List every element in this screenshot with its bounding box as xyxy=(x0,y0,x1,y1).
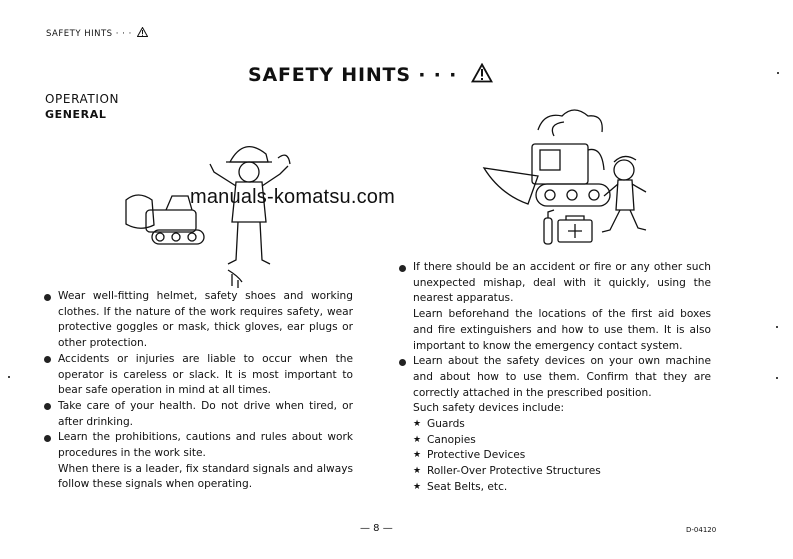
star-icon: ★ xyxy=(413,419,422,430)
operator-illustration xyxy=(118,130,308,290)
safety-device-item: ★ Canopies xyxy=(413,433,711,449)
section-heading xyxy=(45,92,119,122)
page-title: SAFETY HINTS · · · xyxy=(248,63,493,86)
safety-device-item: ★ Protective Devices xyxy=(413,448,711,464)
left-column xyxy=(44,289,353,493)
scan-speck xyxy=(776,326,778,328)
safety-devices-intro: Such safety devices include: xyxy=(413,402,565,415)
watermark-text: manuals-komatsu.com xyxy=(190,186,395,208)
warning-icon xyxy=(137,27,148,37)
star-icon: ★ xyxy=(413,434,422,445)
list-item-continuation: Learn beforehand the locations of the first aid boxes and fire extinguishers and how to use them. It is also important to know the emergency contact system. xyxy=(413,308,711,352)
bullet-icon xyxy=(44,294,51,301)
hint-list xyxy=(399,260,711,496)
safety-device-item: ★ Roller-Over Protective Structures xyxy=(413,464,711,480)
safety-device-item: ★ Guards xyxy=(413,417,711,433)
list-item: Learn the prohibitions, cautions and rules about work procedures in the work site. When there is a leader, fix standard signals and always follow these signals when operating. xyxy=(44,430,353,493)
right-column xyxy=(399,260,711,496)
page-number: — 8 — xyxy=(360,523,393,534)
list-item: Wear well-fitting helmet, safety shoes and working clothes. If the nature of the work requires safety, wear protective goggles or mask, thick gloves, ear plugs or other protection. xyxy=(44,289,353,352)
section-subtitle: GENERAL xyxy=(45,108,107,121)
scan-speck xyxy=(8,376,10,378)
document-code: D-04120 xyxy=(686,526,717,534)
list-item: If there should be an accident or fire or any other such unexpected mishap, deal with it quickly, using the nearest apparatus. Learn beforehand the locations of the first aid boxes and fire extinguishers and how to use them. It is also important to know the emergency contact system. xyxy=(399,260,711,354)
running-header: SAFETY HINTS · · · xyxy=(46,27,148,39)
accident-illustration xyxy=(478,100,668,260)
bullet-icon xyxy=(399,265,406,272)
section-title: OPERATION xyxy=(45,92,120,106)
safety-devices-list xyxy=(413,417,711,496)
bullet-icon xyxy=(44,435,51,442)
scan-speck xyxy=(777,72,779,74)
warning-icon xyxy=(471,63,493,83)
list-item-continuation: When there is a leader, fix standard signals and always follow these signals when operating. xyxy=(58,462,353,491)
bullet-icon xyxy=(44,403,51,410)
hint-list xyxy=(44,289,353,493)
scan-speck xyxy=(776,377,778,379)
list-item: Take care of your health. Do not drive when tired, or after drinking. xyxy=(44,399,353,430)
bullet-icon xyxy=(399,359,406,366)
safety-device-item: ★ Seat Belts, etc. xyxy=(413,480,711,496)
bullet-icon xyxy=(44,356,51,363)
star-icon: ★ xyxy=(413,450,422,461)
star-icon: ★ xyxy=(413,481,422,492)
list-item: Accidents or injuries are liable to occur when the operator is careless or slack. It is most important to bear safe operation in mind at all times. xyxy=(44,352,353,399)
star-icon: ★ xyxy=(413,466,422,477)
list-item: Learn about the safety devices on your own machine and about how to use them. Confirm that they are correctly attached in the prescribed position. Such safety devices include: ★ Guards ★ Canopies ★ Protective Devices ★ Roller-Over Protective Structures ★ Seat Belts, etc. xyxy=(399,354,711,495)
